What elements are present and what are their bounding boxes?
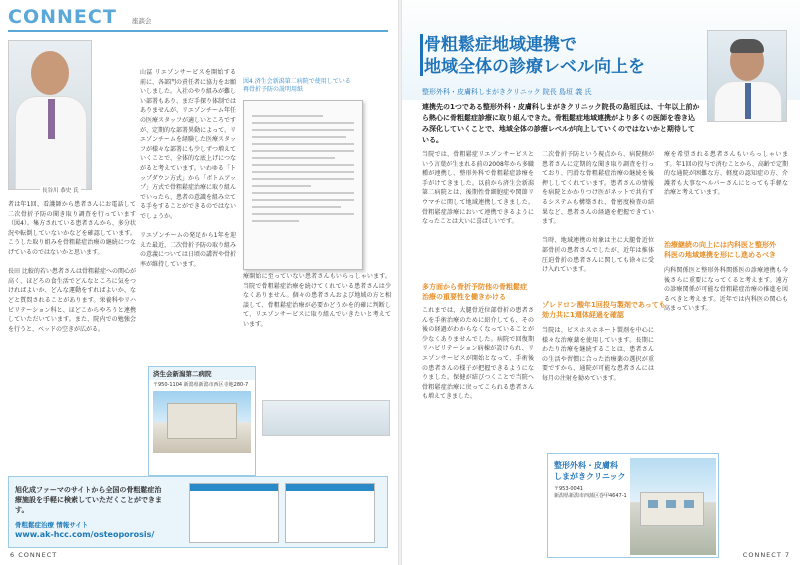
section-label: 座談会	[132, 17, 152, 25]
lead-paragraph: 連携先の1つである整形外科・皮膚科しまがきクリニック院長の島垣氏は、十年以上前から熱心に骨粗鬆症診療に取り組んできた。骨粗鬆症地域連携がより多くの医師を巻き込み深化していくことで、地域全体の診療レベルが向上していくのではないかと期待している。	[422, 103, 700, 144]
promo-site-name: 骨粗鬆症治療 情報サイト	[15, 521, 89, 529]
right-column-1b: これまでは、大腿骨近位部骨折の患者さんを手術治療のために紹介しても、その後の経過がわからなくなっていることが少なくありませんでした。病院で回復期リハビリテーション病棟が設けられ、リエゾンサービスが開始となって、手術後の患者さんの様子が把握できるようになりました。保健が結びつくことで当院へ骨粗鬆症治療に戻ってこられる患者さんも増えてきました。	[422, 307, 534, 401]
right-page	[402, 0, 800, 565]
director-tie-shape	[745, 83, 751, 119]
subheading-1: 多方面から骨折予防他の骨粗鬆症 治療の重要性を働きかける	[422, 283, 527, 301]
doctor-caption: 長谷川 恭史 氏	[42, 188, 79, 194]
clinic-name: 整形外科・皮膚科 しまがきクリニック	[554, 461, 626, 481]
title-accent-bar	[420, 34, 423, 76]
connect-logo: CONNECT	[8, 6, 117, 28]
director-photo	[707, 30, 787, 122]
staff-group-photo	[262, 400, 390, 436]
doctor-tie-shape	[48, 99, 55, 139]
right-column-1: 当院では、骨粗鬆症リエゾンサービスという言葉が生まれる前の2008年から多職種が連携し、整形外科で骨粗鬆症診療を手がけてきました。以前から済生会新潟第二病院とは、後期性骨細胞症や関節リウマチに関して地域連携してきました。骨粗鬆症診療において連携できるようになったことは大いに喜ばしいです。	[422, 151, 534, 226]
right-column-2: 二次骨折予防という視点から、病院側が患者さんに定期的な聞き取り調査を行っており、円滑な骨粗鬆症治療の継続を後押ししてくれています。患者さんの情報を病院とかかりつけ医がネットで共有するシステムも構築され、骨密度検査の結果など、患者さんの経過を把握できています。 当時、地域連携の対象は主に大腿骨近位部骨折の患者さんでしたが、近年は推体圧迫骨折の患者さんに関しても徐々に受け入れています。	[542, 151, 654, 274]
doctor-head-shape	[31, 51, 69, 95]
page-folio-right: CONNECT 7	[742, 551, 790, 559]
website-screenshot-2	[285, 483, 375, 543]
doctor-photo	[8, 40, 92, 190]
clinic-building-shape	[640, 492, 704, 526]
interviewee-line: 整形外科・皮膚科しまがきクリニック 院長 島垣 義 氏	[422, 88, 592, 96]
subheading-2: ゾレドロン酸年1回投与製剤であっても 効力共に1週体経過を確認	[542, 301, 666, 319]
hospital-photo	[153, 391, 251, 453]
subheading-3: 治療継続の向上には内科医と整形外 科医の地域連携を形にし進めるべき	[664, 241, 776, 259]
clinic-window-shape	[648, 500, 658, 508]
left-column-2: 山冨 リエゾンサービスを開始する前に、各部門の責任者に協力をお願いしました。入社のやり組みが難しい部署もあり、まだ手探り体制ではありませんが、リエゾンチーム年任の医療スタッフが適しいところですが、定期的な部署異動によって、リエゾンチームを経験した医療スタッフが様々な部署にも少しずつ増えていくことで、全体的な底上げにつながると考えています。いわゆる「トップダウン方式」から「ボトムアップ」方式で骨粗鬆症治療に取り組んでいったら、患者の意識を組み立てる手をすることができるのではないでしょうか。 リエゾンチームの発足から1年を迎えた最近、二次骨折予防の取り組みの意義については日頃の講習や骨折率が維持しています。	[140, 69, 236, 268]
promo-box	[8, 476, 388, 548]
article-title: 骨粗鬆症地域連携で 地域全体の診療レベル向上を	[424, 35, 645, 77]
right-column-3b: 内科関係医と整形外科関係医の診療連携も今後さらに重要になってくると考えます。遠方の診療関係が可能な骨粗鬆症治療の推進を図るべきと考えます。近年では内科医の関心も高まっています。	[664, 267, 788, 313]
right-column-2b: 当院は、ビスホスホネート製剤を中心に様々な治療薬を使用しています。長期にわたり治療を継続することは、患者さんの生活や習慣に合った治療薬の選択が重要ですから、通院が可能な患者さんには毎月の注射を勧めています。	[542, 327, 654, 382]
header-rule	[8, 30, 388, 32]
figure-4-document	[243, 100, 363, 270]
hospital-address: 〒950-1104 新潟県新潟市西区寺地280-7	[153, 382, 249, 388]
promo-url-link[interactable]: www.ak-hcc.com/osteoporosis/	[15, 530, 155, 539]
hospital-box	[148, 366, 256, 476]
left-page	[0, 0, 398, 565]
promo-text: 旭化成ファーマのサイトから全国の骨粗鬆症治療施設を手軽に検索していただくことができます。	[15, 486, 162, 514]
website-screenshot-1	[189, 483, 279, 543]
clinic-window-shape	[684, 500, 694, 508]
left-column-3: 療開始に至っていない患者さんもいらっしゃいます。当院で骨粗鬆症治療を続けてくれている患者さんは少なくありません。個々の患者さんおよび地域の方と相談して、骨粗鬆症治療が必要かどうかを的確に判断して、リエゾンサービスに取り組んでいきたいと考えています。	[243, 273, 391, 328]
figure-4-title: 図4 済生会新潟第二病院で使用している 再骨折予防の説明用紙	[243, 78, 351, 93]
promo-site	[15, 521, 154, 539]
clinic-address: 〒953-0041 新潟県新潟市西蒲区巻甲4647-1	[554, 486, 627, 499]
right-column-3: 療を希望される患者さんもいらっしゃいます。年1回の投与で済むことから、高齢で定期的な通院が困難な方、軽度の認知症の方、介護者も大事なヘルパーさんにとっても手軽な治療と考えています。	[664, 151, 788, 197]
hospital-name: 済生会新潟第二病院	[149, 367, 255, 380]
clinic-window-shape	[666, 500, 676, 508]
page-folio-left: 6 CONNECT	[10, 551, 58, 559]
hospital-building-shape	[167, 403, 237, 439]
clinic-photo	[630, 458, 716, 555]
left-column-1: 者は年1回、看護師から患者さんにお電話して二次骨折予防の聞き取り調査を行っています（図4）。集方されている患者さんから、多分状況や転倒していないかなどを確認しています。こうした取り組みを骨粗鬆症治療の継続につなげているのではないかと思います。 長田 比較的若い患者さんは骨粗鬆症への関心が高く、ほどろの食生活でどんなところに気をつければよいか、どんな運動をすればよいか、などと質問されることがあります。栄養科やリハビリテーション科と、ほどこからやろうと連携していただいています。また、院内での勉強会を行うと、ベッドの空きが広がる。	[8, 201, 136, 333]
director-hair-shape	[730, 39, 764, 53]
clinic-box	[547, 453, 719, 558]
